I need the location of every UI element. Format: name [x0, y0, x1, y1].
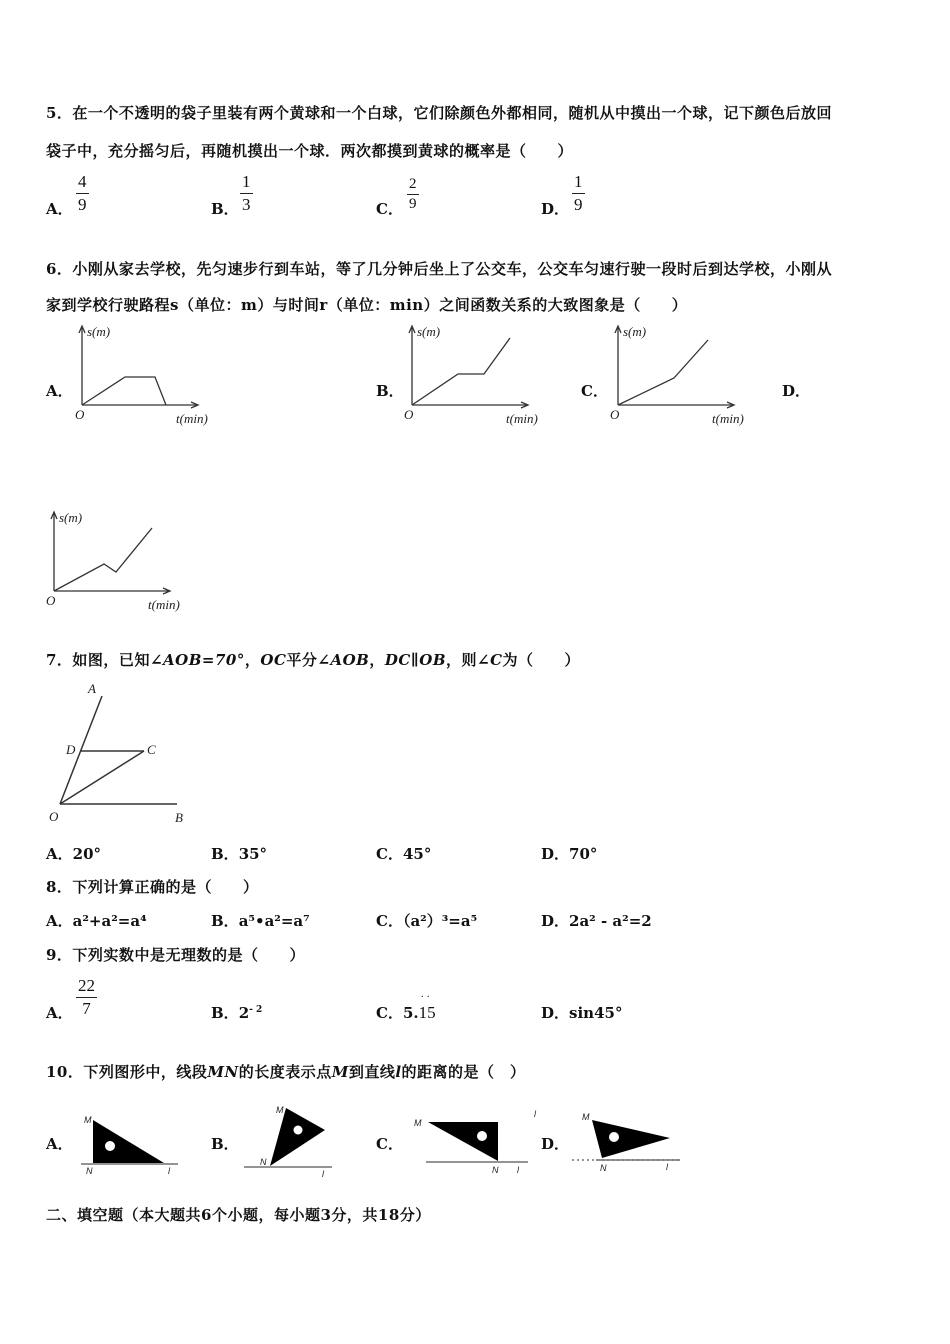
- point-n-label: N: [260, 1157, 267, 1167]
- stem-parallel: DC∥OB: [384, 651, 447, 669]
- option-label: D．: [541, 1004, 570, 1022]
- q9-option-d[interactable]: [541, 1002, 622, 1023]
- y-axis-label: s(m): [59, 510, 83, 525]
- point-m-label: M: [414, 1118, 422, 1128]
- repeating-decimal: [418, 992, 436, 1022]
- option-value: 20°: [72, 845, 102, 863]
- set-square-icon: [592, 1120, 670, 1158]
- option-label: B．: [211, 912, 239, 930]
- origin-label: O: [404, 407, 414, 422]
- stem-text: 7．如图，已知: [46, 651, 150, 669]
- q9-option-a-fraction: [76, 976, 97, 1019]
- numerator: 2: [409, 176, 417, 192]
- q8-stem: 8．下列计算正确的是（ ）: [46, 878, 259, 896]
- option-label: A．: [46, 382, 73, 400]
- q9-option-b[interactable]: [211, 1002, 262, 1023]
- q5-option-b[interactable]: [211, 198, 239, 219]
- q9-option-a[interactable]: [46, 1002, 73, 1023]
- q7-option-b[interactable]: [211, 843, 267, 864]
- set-square-icon: [93, 1120, 164, 1163]
- section-2-title: 二、填空题（本大题共6个小题，每小题3分，共18分）: [46, 1206, 431, 1224]
- q5-option-b-fraction: [240, 172, 253, 215]
- line-l-label: l: [534, 1109, 536, 1119]
- option-label: C．: [376, 1135, 403, 1153]
- denominator: 9: [409, 196, 417, 212]
- stem-segment: MN: [207, 1063, 239, 1081]
- option-value: a⁵•a²=a⁷: [238, 912, 310, 930]
- point-a-label: A: [88, 681, 96, 696]
- q10-option-a[interactable]: [46, 1133, 73, 1154]
- stem-text: ，: [369, 651, 385, 669]
- denominator: 7: [82, 999, 91, 1018]
- y-axis-label: s(m): [623, 324, 647, 339]
- origin-label: O: [610, 407, 620, 422]
- stem-text: ，: [244, 651, 261, 669]
- q6-stem-line1: 6．小刚从家去学校，先匀速步行到车站，等了几分钟后坐上了公交车，公交车匀速行驶一段时后到达学校，小刚从: [46, 260, 832, 278]
- q10-stem: [46, 1061, 526, 1082]
- numerator: 4: [78, 172, 87, 191]
- option-label: A．: [46, 912, 73, 930]
- point-n-label: N: [86, 1166, 93, 1176]
- q10-figure-a: [78, 1108, 183, 1178]
- point-d-label: D: [66, 742, 76, 757]
- point-m-label: M: [84, 1115, 92, 1125]
- option-label: D．: [782, 382, 811, 400]
- numerator: 22: [78, 976, 95, 995]
- q7-option-d[interactable]: [541, 843, 597, 864]
- q10-figure-b: [240, 1100, 340, 1180]
- point-m-label: M: [276, 1105, 284, 1115]
- option-label: B．: [211, 845, 239, 863]
- option-base: 2: [238, 1004, 250, 1022]
- option-label: C．: [376, 1004, 403, 1022]
- option-label: A．: [46, 1004, 73, 1022]
- option-value: 2a² - a²=2: [569, 912, 652, 930]
- option-label: C．: [376, 845, 403, 863]
- q5-option-d-fraction: [572, 172, 585, 215]
- set-square-icon: [270, 1108, 325, 1166]
- q7-option-c[interactable]: [376, 843, 431, 864]
- stem-text: 平分: [286, 651, 318, 669]
- q8-option-c[interactable]: [376, 910, 477, 931]
- stem-angle: ∠AOB=70°: [149, 651, 245, 669]
- line-l-label: l: [168, 1166, 170, 1176]
- option-integer-part: 5.: [402, 1004, 419, 1022]
- q9-option-c[interactable]: [376, 992, 436, 1023]
- q10-option-b[interactable]: [211, 1133, 239, 1154]
- stem-line: l: [395, 1063, 402, 1081]
- option-label: C．: [376, 912, 403, 930]
- stem-text: 的长度表示点: [238, 1063, 332, 1081]
- point-n-label: N: [492, 1165, 499, 1175]
- q7-stem: [46, 649, 580, 670]
- point-b-label: B: [175, 810, 183, 825]
- q6-graph-b: [400, 322, 560, 432]
- q9-stem: 9．下列实数中是无理数的是（ ）: [46, 946, 305, 964]
- q5-stem-line2: 袋子中，充分摇匀后，再随机摸出一个球．两次都摸到黄球的概率是（ ）: [46, 142, 574, 160]
- option-value: 70°: [569, 845, 598, 863]
- q8-option-a[interactable]: [46, 910, 147, 931]
- q7-figure: [44, 678, 204, 828]
- q6-option-c[interactable]: [581, 380, 608, 401]
- q5-option-c[interactable]: [376, 198, 403, 219]
- q10-option-d[interactable]: [541, 1133, 569, 1154]
- y-axis-label: s(m): [87, 324, 111, 339]
- q6-graph-a: [70, 322, 230, 432]
- stem-text: 到直线: [348, 1063, 396, 1081]
- q7-option-a[interactable]: [46, 843, 101, 864]
- q10-option-c[interactable]: [376, 1133, 403, 1154]
- denominator: 3: [242, 195, 251, 214]
- point-c-label: C: [147, 742, 156, 757]
- set-square-icon: [428, 1122, 498, 1161]
- x-axis-label: t(min): [176, 411, 208, 426]
- q6-stem-line2: 家到学校行驶路程s（单位：m）与时间r（单位：min）之间函数关系的大致图象是（ ）: [46, 296, 688, 314]
- option-label: D．: [541, 912, 570, 930]
- origin-label: O: [75, 407, 85, 422]
- numerator: 1: [242, 172, 251, 191]
- option-label: A．: [46, 845, 73, 863]
- q8-option-d[interactable]: [541, 910, 652, 931]
- q5-option-c-fraction: [407, 176, 419, 213]
- q10-figure-c: [408, 1104, 543, 1179]
- option-value: （a²）³=a⁵: [402, 912, 478, 930]
- option-label: B．: [211, 200, 239, 218]
- option-value: 35°: [238, 845, 268, 863]
- stem-segment: OC: [260, 651, 287, 669]
- point-o-label: O: [49, 809, 59, 824]
- line-l-label: l: [517, 1165, 519, 1175]
- option-value: a²+a²=a⁴: [72, 912, 147, 930]
- option-label: A．: [46, 200, 73, 218]
- q5-option-a[interactable]: [46, 198, 73, 219]
- q5-stem-line1: 5．在一个不透明的袋子里装有两个黄球和一个白球，它们除颜色外都相同，随机从中摸出一个球，记下颜色后放回: [46, 104, 832, 122]
- option-exponent: - 2: [249, 1005, 263, 1015]
- option-label: B．: [211, 1004, 239, 1022]
- q6-graph-d: [42, 508, 202, 618]
- q5-option-a-fraction: [76, 172, 89, 215]
- point-n-label: N: [600, 1163, 607, 1173]
- option-label: C．: [581, 382, 608, 400]
- denominator: 9: [574, 195, 583, 214]
- stem-text: ，则: [446, 651, 478, 669]
- repeat-dots: · ·: [420, 992, 430, 1003]
- stem-text: 10．下列图形中，线段: [46, 1063, 208, 1081]
- option-label: D．: [541, 1135, 570, 1153]
- stem-point: M: [331, 1063, 349, 1081]
- q6-option-d[interactable]: [782, 380, 810, 401]
- option-label: C．: [376, 200, 403, 218]
- x-axis-label: t(min): [712, 411, 744, 426]
- stem-text: 为（ ）: [502, 651, 581, 669]
- q6-graph-c: [606, 322, 766, 432]
- option-label: B．: [211, 1135, 239, 1153]
- q10-figure-d: [570, 1104, 685, 1176]
- option-decimal-part: 15: [418, 1003, 436, 1022]
- origin-label: O: [46, 593, 56, 608]
- stem-text: 的距离的是（ ）: [401, 1063, 526, 1081]
- stem-angle: ∠AOB: [317, 651, 370, 669]
- option-label: A．: [46, 1135, 73, 1153]
- q5-option-d[interactable]: [541, 198, 569, 219]
- x-axis-label: t(min): [506, 411, 538, 426]
- option-label: B．: [376, 382, 404, 400]
- q8-option-b[interactable]: [211, 910, 310, 931]
- option-label: D．: [541, 845, 570, 863]
- stem-angle: ∠C: [477, 651, 503, 669]
- y-axis-label: s(m): [417, 324, 441, 339]
- point-m-label: M: [582, 1112, 590, 1122]
- denominator: 9: [78, 195, 87, 214]
- numerator: 1: [574, 172, 583, 191]
- option-value: sin45°: [569, 1004, 623, 1022]
- line-l-label: l: [666, 1162, 668, 1172]
- option-value: 45°: [402, 845, 432, 863]
- x-axis-label: t(min): [148, 597, 180, 612]
- q6-option-a[interactable]: [46, 380, 73, 401]
- option-label: D．: [541, 200, 570, 218]
- line-l-label: l: [322, 1169, 324, 1179]
